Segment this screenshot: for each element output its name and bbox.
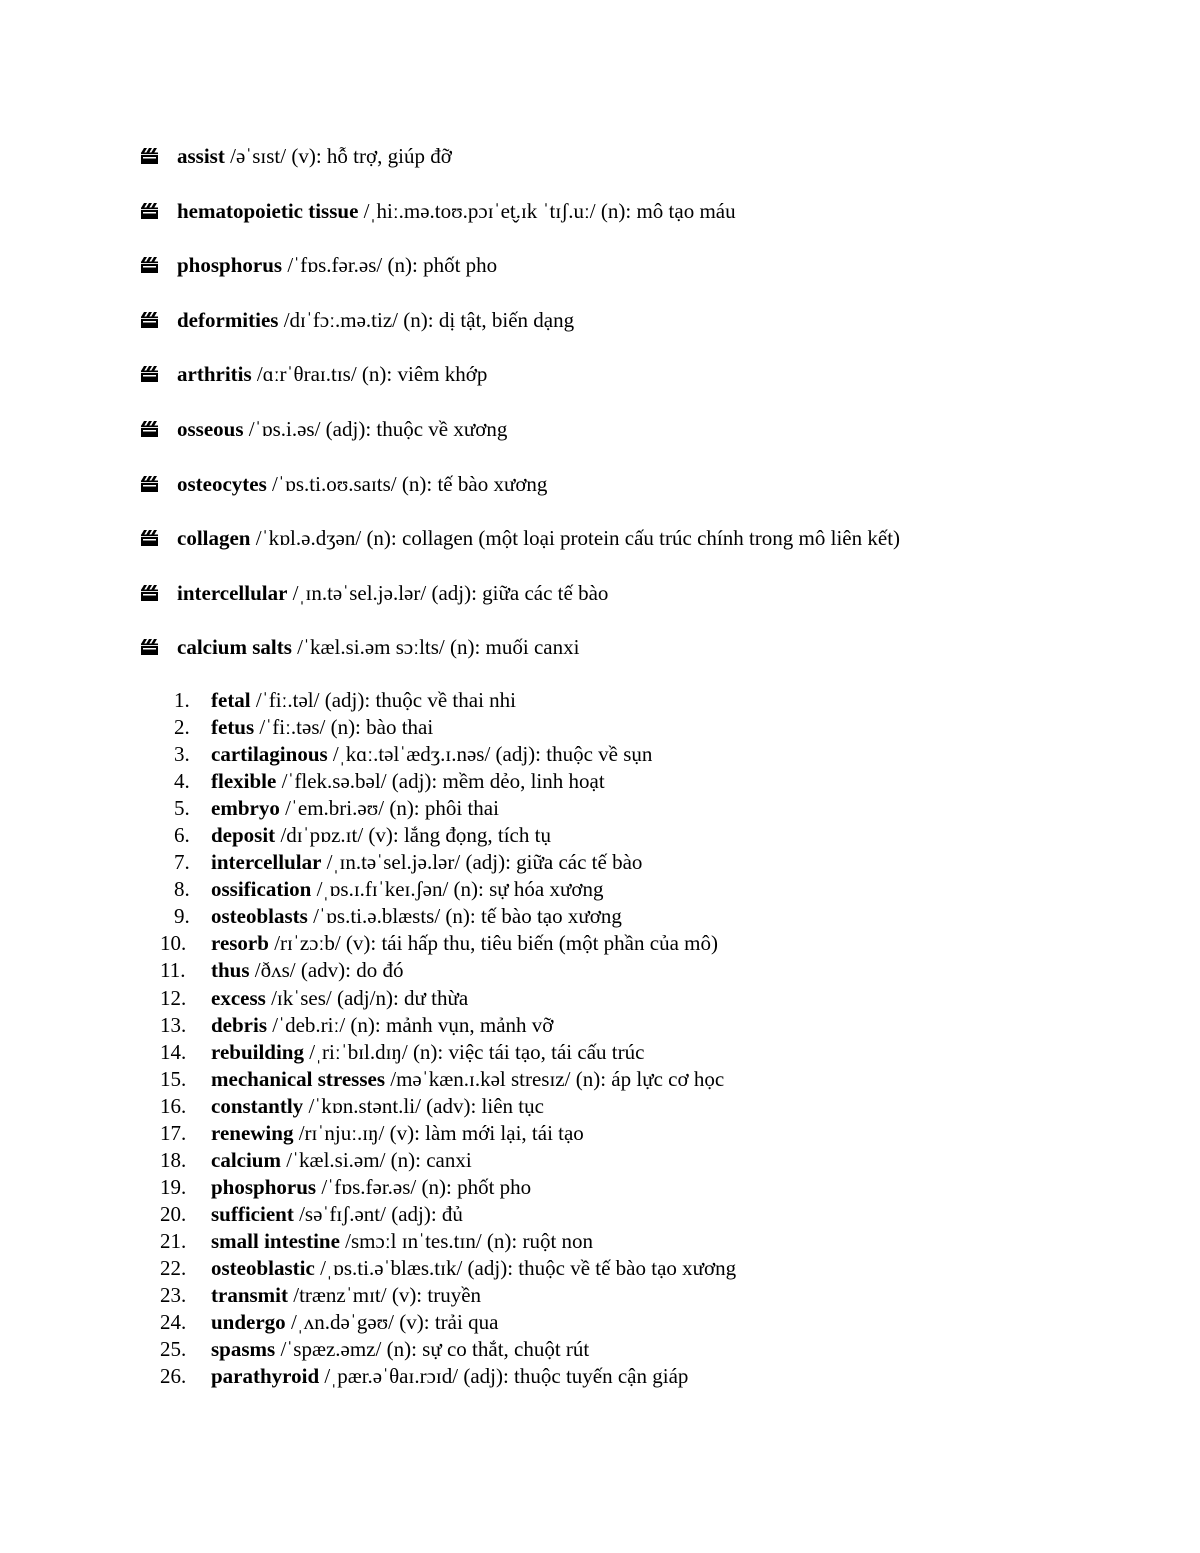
entry-term: phosphorus [177,253,283,278]
entry-term: parathyroid [211,1364,320,1389]
entry-term: calcium [211,1147,281,1172]
entry-definition: /səˈfɪʃ.ənt/ (adj): đủ [293,1201,463,1226]
entry-text [211,1255,736,1282]
bullet-entry [140,249,900,304]
bullet-entry [140,413,900,468]
entry-term: sufficient [211,1201,294,1226]
entry-definition: /ɪkˈses/ (adj/n): dư thừa [265,985,469,1010]
entry-term: arthritis [177,362,252,387]
entry-definition: /ˈɒs.ti.ə.blæsts/ (n): tế bào tạo xương [307,904,622,929]
entry-text [211,903,622,930]
entry-term: intercellular [211,850,322,875]
entry-definition: /trænzˈmɪt/ (v): truyền [288,1283,482,1308]
entry-definition: /smɔːl ɪnˈtes.tɪn/ (n): ruột non [339,1228,594,1253]
entry-text [211,957,404,984]
numbered-entry [160,1093,736,1120]
entry-definition: /ˌpær.əˈθaɪ.rɔɪd/ (adj): thuộc tuyến cận giáp [319,1364,689,1389]
entry-number: 22. [160,1255,187,1280]
numbered-entry [160,903,736,930]
entry-number: 12. [160,985,187,1010]
entry-definition: /ˈkɒn.stənt.li/ (adv): liên tục [303,1093,544,1118]
clapperboard-icon [140,195,177,227]
entry-number: 5. [174,796,190,821]
entry-term: fetus [211,715,255,740]
entry-term: rebuilding [211,1039,304,1064]
clapperboard-icon [140,249,177,281]
entry-number: 21. [160,1228,187,1253]
clapperboard-icon [140,577,177,609]
entry-text [211,1120,584,1147]
entry-definition: /ˌʌn.dəˈgəʊ/ (v): trải qua [285,1310,499,1335]
entry-definition: /dɪˈpɒz.ɪt/ (v): lắng đọng, tích tụ [275,823,551,848]
numbered-entry [160,1228,736,1255]
entry-text [177,249,497,281]
numbered-entry [160,1336,736,1363]
entry-term: flexible [211,769,277,794]
entry-number: 18. [160,1147,187,1172]
entry-text [211,849,642,876]
entry-text [177,468,547,500]
entry-text [211,985,468,1012]
entry-term: transmit [211,1283,288,1308]
entry-term: thus [211,958,250,983]
entry-number: 17. [160,1120,187,1145]
bullet-entry [140,304,900,359]
entry-term: spasms [211,1337,276,1362]
entry-definition: /ˌhiː.mə.toʊ.pɔɪˈet̬.ɪk ˈtɪʃ.uː/ (n): mô tạo máu [358,198,736,223]
numbered-entry [160,741,736,768]
entry-text [177,522,900,554]
entry-number: 7. [174,850,190,875]
entry-text [211,1066,724,1093]
entry-text [177,413,507,445]
entry-definition: /əˈsɪst/ (v): hỗ trợ, giúp đỡ [224,144,452,168]
entry-term: renewing [211,1120,294,1145]
entry-number: 24. [160,1310,187,1335]
entry-definition: /ɑːrˈθraɪ.tɪs/ (n): viêm khớp [251,362,488,387]
bullet-entry [140,195,900,250]
entry-number: 16. [160,1093,187,1118]
bullet-entry [140,358,900,413]
numbered-entry [160,687,736,714]
bullet-entry [140,140,900,195]
bullet-vocabulary-list [140,140,900,686]
numbered-entry [160,985,736,1012]
entry-number: 2. [174,715,190,740]
numbered-entry [160,1066,736,1093]
entry-definition: /ˌɪn.təˈsel.jə.lər/ (adj): giữa các tế bào [287,580,609,605]
entry-definition: /ˈflek.sə.bəl/ (adj): mềm dẻo, linh hoạt [276,769,605,794]
numbered-entry [160,1201,736,1228]
numbered-vocabulary-list [160,687,736,1390]
entry-text [211,1012,553,1039]
entry-term: deposit [211,823,276,848]
entry-term: hematopoietic tissue [177,198,359,223]
entry-text [211,1039,644,1066]
entry-term: osteocytes [177,471,267,496]
bullet-entry [140,522,900,577]
numbered-entry [160,1012,736,1039]
entry-text [177,195,736,227]
entry-number: 14. [160,1039,187,1064]
entry-term: excess [211,985,266,1010]
numbered-entry [160,1255,736,1282]
entry-term: intercellular [177,580,288,605]
entry-definition: /ˈkæl.si.əm sɔːlts/ (n): muối canxi [291,635,580,660]
entry-number: 11. [160,958,186,983]
entry-definition: /ˈfiː.təs/ (n): bào thai [254,715,434,740]
entry-term: embryo [211,796,280,821]
entry-number: 26. [160,1364,187,1389]
entry-definition: /ˈdeb.riː/ (n): mảnh vụn, mảnh vỡ [267,1012,554,1037]
entry-text [211,1336,589,1363]
entry-term: debris [211,1012,268,1037]
bullet-entry [140,631,900,686]
numbered-entry [160,849,736,876]
entry-term: resorb [211,931,269,956]
entry-number: 4. [174,769,190,794]
numbered-entry [160,714,736,741]
entry-term: collagen [177,526,251,551]
entry-number: 23. [160,1283,187,1308]
entry-term: fetal [211,688,251,712]
entry-text [177,577,608,609]
entry-definition: /ˈɒs.i.əs/ (adj): thuộc về xương [243,416,508,441]
entry-term: ossification [211,877,312,902]
entry-definition: /ˌkɑː.təlˈædʒ.ɪ.nəs/ (adj): thuộc về sụn [327,742,653,767]
entry-number: 1. [174,688,190,712]
entry-definition: /məˈkæn.ɪ.kəl stresɪz/ (n): áp lực cơ học [385,1066,725,1091]
numbered-entry [160,1147,736,1174]
entry-definition: /ˈfiː.təl/ (adj): thuộc về thai nhi [250,688,516,712]
bullet-entry [140,468,900,523]
entry-definition: /rɪˈzɔːb/ (v): tái hấp thu, tiêu biến (một phần của mô) [268,931,718,956]
entry-term: small intestine [211,1228,340,1253]
entry-text [211,822,551,849]
numbered-entry [160,1120,736,1147]
entry-text [211,741,652,768]
entry-text [211,687,516,714]
entry-number: 20. [160,1201,187,1226]
entry-text [211,1093,544,1120]
entry-term: assist [177,144,225,168]
numbered-entry [160,1282,736,1309]
entry-number: 9. [174,904,190,929]
entry-term: osteoblasts [211,904,308,929]
entry-term: osseous [177,416,244,441]
entry-definition: /ˌriːˈbɪl.dɪŋ/ (n): việc tái tạo, tái cấu trúc [303,1039,645,1064]
entry-text [211,1363,688,1390]
entry-number: 8. [174,877,190,902]
entry-text [211,930,718,957]
entry-term: phosphorus [211,1174,317,1199]
entry-number: 19. [160,1174,187,1199]
numbered-entry [160,1039,736,1066]
entry-term: deformities [177,307,279,332]
entry-definition: /ˈkɒl.ə.dʒən/ (n): collagen (một loại protein cấu trúc chính trong mô liên kết) [250,526,901,551]
entry-number: 13. [160,1012,187,1037]
entry-term: mechanical stresses [211,1066,385,1091]
clapperboard-icon [140,140,177,172]
entry-text [177,358,487,390]
entry-text [211,768,605,795]
entry-text [211,1309,498,1336]
entry-number: 15. [160,1066,187,1091]
entry-definition: /ˌɪn.təˈsel.jə.lər/ (adj): giữa các tế bào [321,850,643,875]
clapperboard-icon [140,304,177,336]
entry-term: undergo [211,1310,286,1335]
numbered-entry [160,930,736,957]
entry-text [177,631,579,663]
entry-definition: /ðʌs/ (adv): do đó [249,958,404,983]
entry-text [211,1282,481,1309]
numbered-entry [160,822,736,849]
entry-definition: /ˈspæz.əmz/ (n): sự co thắt, chuột rút [275,1337,590,1362]
entry-text [211,795,499,822]
entry-term: cartilaginous [211,742,328,767]
entry-text [211,714,433,741]
entry-text [211,1201,463,1228]
entry-number: 25. [160,1337,187,1362]
entry-number: 10. [160,931,187,956]
entry-definition: /rɪˈnjuː.ɪŋ/ (v): làm mới lại, tái tạo [293,1120,584,1145]
numbered-entry [160,876,736,903]
entry-text [211,876,603,903]
entry-definition: /ˌɒs.ɪ.fɪˈkeɪ.ʃən/ (n): sự hóa xương [311,877,604,902]
entry-definition: /ˌɒs.ti.əˈblæs.tɪk/ (adj): thuộc về tế bào tạo xương [314,1255,737,1280]
clapperboard-icon [140,413,177,445]
entry-definition: /ˈem.bri.əʊ/ (n): phôi thai [279,796,499,821]
entry-definition: /ˈɒs.ti.oʊ.saɪts/ (n): tế bào xương [266,471,548,496]
clapperboard-icon [140,631,177,663]
numbered-entry [160,1174,736,1201]
clapperboard-icon [140,522,177,554]
numbered-entry [160,1309,736,1336]
numbered-entry [160,795,736,822]
entry-term: osteoblastic [211,1255,315,1280]
entry-text [177,140,452,172]
entry-definition: /ˈfɒs.fər.əs/ (n): phốt pho [282,253,498,278]
entry-definition: /dɪˈfɔː.mə.tiz/ (n): dị tật, biến dạng [278,307,575,332]
entry-text [211,1228,593,1255]
clapperboard-icon [140,468,177,500]
entry-text [211,1174,531,1201]
numbered-entry [160,957,736,984]
entry-number: 3. [174,742,190,767]
entry-definition: /ˈfɒs.fər.əs/ (n): phốt pho [316,1174,532,1199]
entry-text [177,304,574,336]
entry-text [211,1147,472,1174]
entry-term: constantly [211,1093,304,1118]
entry-term: calcium salts [177,635,292,660]
bullet-entry [140,577,900,632]
clapperboard-icon [140,358,177,390]
entry-number: 6. [174,823,190,848]
numbered-entry [160,1363,736,1390]
numbered-entry [160,768,736,795]
entry-definition: /ˈkæl.si.əm/ (n): canxi [280,1147,472,1172]
